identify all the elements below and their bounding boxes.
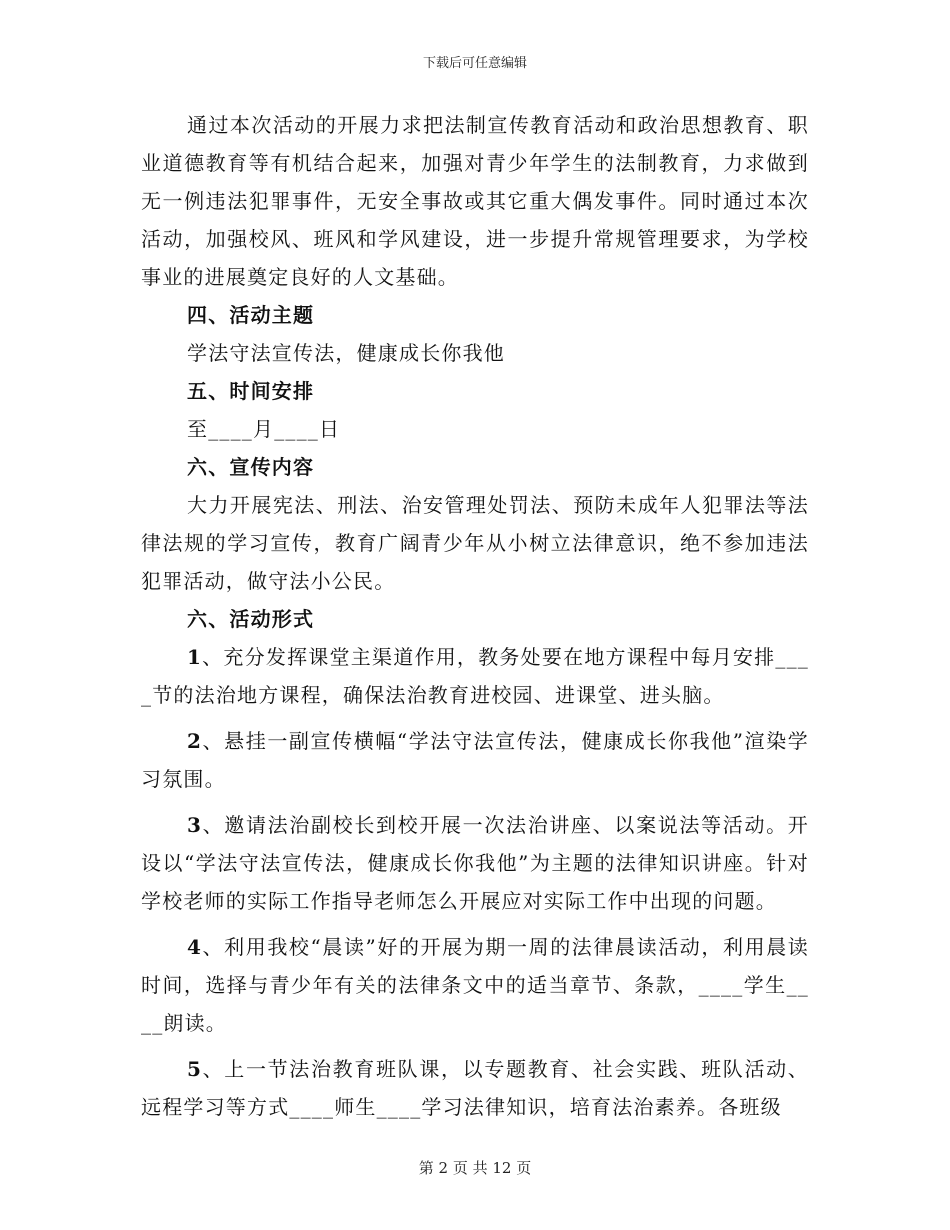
activity-item-5 (141, 1050, 809, 1126)
item-number: 1 (187, 645, 203, 669)
activity-item-3 (141, 806, 809, 920)
page-header-note: 下载后可任意编辑 (422, 56, 527, 71)
activity-item-2 (141, 722, 809, 798)
section-4-text: 学法守法宣传法，健康成长你我他 (187, 341, 505, 365)
activity-item-4 (141, 928, 809, 1042)
section-4-heading: 四、活动主题 (187, 303, 315, 327)
section-6a-text: 大力开展宪法、刑法、治安管理处罚法、预防未成年人犯罪法等法律法规的学习宣传，教育广阔青少年从小树立法律意识，绝不参加违法犯罪活动，做守法小公民。 (141, 493, 809, 593)
item-number: 3 (187, 813, 203, 837)
section-5-heading: 五、时间安排 (187, 379, 315, 403)
item-number: 4 (187, 935, 203, 959)
item-text: 、悬挂一副宣传横幅“学法守法宣传法，健康成长你我他”渲染学习氛围。 (141, 729, 809, 791)
page-number-footer: 第 2 页 共 12 页 (418, 1159, 532, 1177)
item-number: 5 (187, 1057, 203, 1081)
section-6b-heading: 六、活动形式 (187, 607, 315, 631)
item-text: 、邀请法治副校长到校开展一次法治讲座、以案说法等活动。开设以“学法守法宣传法，健康成长你我他”为主题的法律知识讲座。针对学校老师的实际工作指导老师怎么开展应对实际工作中出现的问题。 (141, 813, 809, 913)
section-5-text: 至____月____日 (187, 417, 341, 441)
intro-paragraph: 通过本次活动的开展力求把法制宣传教育活动和政治思想教育、职业道德教育等有机结合起来，加强对青少年学生的法制教育，力求做到无一例违法犯罪事件，无安全事故或其它重大偶发事件。同时通过本次活动，加强校风、班风和学风建设，进一步提升常规管理要求，为学校事业的进展奠定良好的人文基础。 (141, 113, 809, 289)
document-body (141, 106, 809, 1126)
item-text: 、利用我校“晨读”好的开展为期一周的法律晨读活动，利用晨读时间，选择与青少年有关的法律条文中的适当章节、条款，____学生____朗读。 (141, 935, 809, 1035)
item-number: 2 (187, 729, 203, 753)
section-6a-heading: 六、宣传内容 (187, 455, 315, 479)
activity-item-1 (141, 638, 809, 714)
item-text: 、上一节法治教育班队课，以专题教育、社会实践、班队活动、远程学习等方式____师生____学习法律知识，培育法治素养。各班级 (141, 1057, 809, 1119)
item-text: 、充分发挥课堂主渠道作用，教务处要在地方课程中每月安排____节的法治地方课程，确保法治教育进校园、进课堂、进头脑。 (141, 645, 809, 707)
